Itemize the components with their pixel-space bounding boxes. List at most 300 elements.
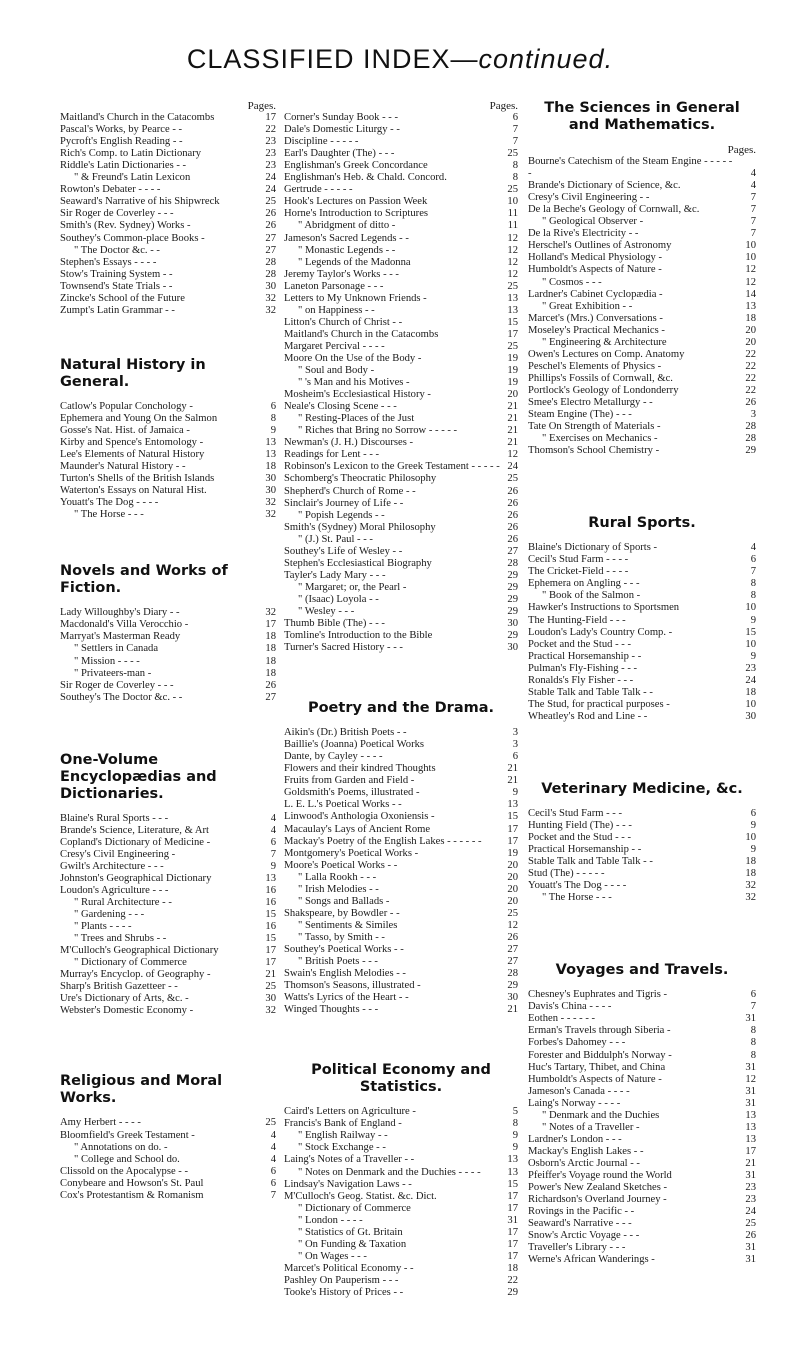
index-entry [60,1142,276,1154]
entry-page-number: 9 [270,424,276,436]
index-entry [528,264,756,276]
index-entry [284,920,518,932]
index-entry [60,873,276,885]
entry-title: " The Doctor &c. - - [74,244,160,256]
index-entry [528,880,756,892]
entry-page-number: 28 [507,968,518,980]
index-entry [528,1230,756,1242]
entry-page-number: 26 [265,220,276,232]
entry-page-number: 7 [512,136,518,148]
entry-page-number: 32 [745,880,756,892]
entry-title: Pashley On Pauperism - - - [284,1274,399,1286]
index-entry [528,1050,756,1062]
entry-page-number: 12 [507,919,518,931]
index-entry [60,619,276,631]
entry-page-number: 26 [745,396,756,408]
entry-page-number: 13 [745,1121,756,1133]
entry-title: Shepherd's Church of Rome - - [284,485,416,497]
entry-title: Owen's Lectures on Comp. Anatomy [528,348,685,360]
index-entry [60,136,276,148]
section-heading-poetry-and-the-drama: Poetry and the Drama. [307,700,495,717]
entry-page-number: 9 [750,614,756,626]
index-entry [528,1242,756,1254]
index-entry [60,269,276,281]
entry-title: Lardner's Cabinet Cyclopædia - [528,288,663,300]
entry-title: Letters to My Unknown Friends - [284,292,427,304]
entry-page-number: 21 [507,401,518,413]
index-entry [528,639,756,651]
index-entry [284,811,518,823]
index-entry [284,836,518,848]
entry-title: " on Happiness - - [298,304,375,316]
entry-page-number: 24 [745,1206,756,1218]
index-entry [60,825,276,837]
entry-title: Gosse's Nat. Hist. of Jamaica - [60,424,190,436]
index-entry [284,413,518,425]
entry-page-number: 30 [265,993,276,1005]
entry-page-number: 31 [745,1085,756,1097]
entry-page-number: 30 [265,485,276,497]
index-entry [284,341,518,353]
entry-title: Margaret Percival - - - - [284,340,385,352]
index-entry [60,909,276,921]
entry-page-number: 7 [750,216,756,228]
entry-page-number: 15 [507,316,518,328]
index-entry [284,618,518,630]
entry-page-number: 8 [512,160,518,172]
entry-title: Discipline - - - - - [284,136,359,148]
entry-page-number: 9 [512,787,518,799]
entry-page-number: 22 [507,1274,518,1286]
entry-title: Copland's Dictionary of Medicine - [60,836,211,848]
entry-title: Southey's Poetical Works - - [284,944,404,955]
entry-page-number: 17 [507,1250,518,1262]
index-entry [528,277,756,289]
entry-page-number: 20 [507,883,518,895]
entry-page-number: 31 [745,1097,756,1109]
entry-page-number: 6 [270,836,276,848]
entry-page-number: 29 [745,445,756,457]
index-entry [284,498,518,510]
index-entry [60,305,276,317]
entry-title: Newman's (J. H.) Discourses - [284,437,414,449]
index-entry [284,1154,518,1166]
entry-page-number: 26 [265,679,276,691]
entry-page-number: 26 [507,931,518,943]
entry-title: Turton's Shells of the British Islands [60,473,215,485]
entry-title: Macaulay's Lays of Ancient Rome [284,823,431,835]
entry-page-number: 19 [507,352,518,364]
entry-title: Stable Talk and Table Talk - - [528,856,653,868]
index-entry [528,1218,756,1230]
entry-page-number: 28 [265,268,276,280]
index-entry [60,945,276,957]
index-entry [528,409,756,421]
entry-page-number: 31 [745,1254,756,1266]
index-entry [284,751,518,763]
entry-title: M'Culloch's Geog. Statist. &c. Dict. [284,1190,437,1202]
section-heading-one-volume-encyclop-dias-and-dictionarie: One-Volume Encyclopædias and Dictionaries. [60,751,217,802]
entry-title: Pfeiffer's Voyage round the World [528,1170,672,1181]
entry-page-number: 21 [507,437,518,449]
entry-page-number: 13 [507,304,518,316]
entry-page-number: 20 [507,895,518,907]
entry-title: Tomline's Introduction to the Bible [284,630,433,642]
index-entry [60,1166,276,1178]
index-entry [528,868,756,880]
entry-title: Ephemera on Angling - - - [528,578,640,590]
pages-column-header: Pages. [247,100,276,112]
index-entry [284,293,518,305]
entry-title: " 's Man and his Motives - [298,377,410,389]
index-entry [284,570,518,582]
index-entry [284,1106,518,1118]
index-entry [284,594,518,606]
entry-title: Marcet's (Mrs.) Conversations - [528,312,663,324]
index-entry [60,1130,276,1142]
index-entry [60,497,276,509]
entry-title: Kirby and Spence's Entomology - [60,436,204,448]
entry-page-number: 3 [512,739,518,751]
entry-title: Townsend's State Trials - - [60,280,173,292]
entry-title: " Rural Architecture - - [74,897,172,909]
entry-title: Maitland's Church in the Catacombs [60,112,215,124]
index-entry [284,1251,518,1263]
index-entry [284,473,518,485]
entry-page-number: 16 [265,897,276,909]
entry-page-number: 24 [745,674,756,686]
entry-title: Seaward's Narrative - - - [528,1218,632,1230]
entry-title: " Notes of a Traveller - [542,1121,640,1133]
entry-title: Zumpt's Latin Grammar - - [60,304,175,316]
entry-title: Tooke's History of Prices - - [284,1286,404,1298]
entry-page-number: 16 [265,884,276,896]
entry-page-number: 22 [745,360,756,372]
entry-title: Litton's Church of Christ - - [284,316,403,328]
index-entry [284,449,518,461]
entry-title: Werne's African Wanderings - [528,1254,655,1266]
entry-title: Murray's Encyclop. of Geography - [60,969,211,981]
entry-title: Holland's Medical Physiology - [528,252,663,264]
entry-page-number: 26 [507,485,518,497]
index-entry [60,692,276,704]
entry-page-number: 3 [512,727,518,739]
entry-title: Herschel's Outlines of Astronomy [528,240,672,252]
section-heading-the-sciences-in-general-and-mathematics: The Sciences in General and Mathematics. [544,100,740,133]
index-entry [284,848,518,860]
entry-page-number: 20 [507,859,518,871]
entry-title: Aikin's (Dr.) British Poets - - [284,727,407,739]
entry-title: Lady Willoughby's Diary - - [60,607,180,619]
entry-page-number: 18 [265,655,276,667]
entry-title: Stable Talk and Table Talk - - [528,686,653,698]
entry-title: Traveller's Library - - - [528,1242,626,1254]
entry-page-number: 18 [745,868,756,880]
entry-page-number: 8 [750,1049,756,1061]
entry-title: Humboldt's Aspects of Nature - [528,1073,662,1085]
entry-page-number: 19 [507,377,518,389]
entry-page-number: 18 [745,856,756,868]
index-entry [284,1179,518,1191]
entry-page-number: 25 [745,1218,756,1230]
entry-title: Laing's Notes of a Traveller - - [284,1154,415,1166]
entry-title: " On Wages - - - [298,1250,367,1262]
entry-title: Linwood's Anthologia Oxoniensis - [284,811,435,823]
entry-title: Cecil's Stud Farm - - - [528,807,623,819]
entry-title: Practical Horsemanship - - [528,650,642,662]
index-entry [528,1013,756,1025]
entry-title: Stephen's Ecclesiastical Biography [284,557,432,569]
entry-page-number: 32 [265,607,276,619]
entry-page-number: 6 [750,554,756,566]
index-entry [284,353,518,365]
entry-page-number: 13 [507,1166,518,1178]
entry-page-number: 13 [265,436,276,448]
entry-page-number: 7 [750,192,756,204]
index-entry [528,1134,756,1146]
entry-page-number: 27 [265,244,276,256]
entry-page-number: 28 [745,433,756,445]
entry-title: Thomson's School Chemistry - [528,445,660,457]
index-entry [528,808,756,820]
index-entry [284,642,518,654]
entry-page-number: 30 [507,992,518,1004]
index-entry [528,1122,756,1134]
entry-page-number: 27 [265,691,276,703]
entry-title: Blaine's Dictionary of Sports - [528,542,658,554]
entry-page-number: 12 [745,1073,756,1085]
entry-title: M'Culloch's Geographical Dictionary [60,945,219,957]
entry-title: Power's New Zealand Sketches - [528,1182,667,1194]
entry-page-number: 30 [265,473,276,485]
entry-page-number: 10 [745,638,756,650]
entry-title: Stud (The) - - - - - [528,868,605,880]
entry-page-number: 13 [265,449,276,461]
index-entry [60,837,276,849]
entry-page-number: 19 [507,847,518,859]
entry-page-number: 30 [745,710,756,722]
entry-page-number: 22 [265,124,276,136]
entry-page-number: 24 [265,172,276,184]
entry-page-number: 13 [507,1154,518,1166]
entry-title: Flowers and their kindred Thoughts [284,763,436,775]
entry-title: Lee's Elements of Natural History [60,449,205,461]
index-entry [284,980,518,992]
index-entry [60,245,276,257]
entry-title: Zincke's School of the Future [60,292,185,304]
index-entry [528,361,756,373]
index-entry [528,578,756,590]
entry-title: Maunder's Natural History - - [60,461,186,473]
entry-title: Southey's Common-place Books - [60,232,205,244]
entry-page-number: 10 [745,832,756,844]
entry-page-number: 10 [745,240,756,252]
entry-page-number: 8 [270,412,276,424]
entry-title: " Dictionary of Commerce [298,1202,411,1214]
index-entry [60,509,276,521]
entry-title: " College and School do. [74,1153,180,1165]
entry-title: Hunting Field (The) - - - [528,819,632,831]
section-heading-religious-and-moral-works: Religious and Moral Works. [60,1073,223,1107]
index-entry [528,1074,756,1086]
entry-title: Southey's Life of Wesley - - [284,545,403,557]
entry-page-number: 26 [507,509,518,521]
entry-title: L. E. L.'s Poetical Works - - [284,799,402,811]
index-entry [528,566,756,578]
entry-title: Englishman's Greek Concordance [284,160,428,172]
index-entry [528,289,756,301]
entry-page-number: 12 [745,276,756,288]
index-entry [284,365,518,377]
index-entry [284,148,518,160]
entry-page-number: 18 [265,631,276,643]
entry-page-number: 4 [750,542,756,554]
entry-title: Mackay's Poetry of the English Lakes - - - - - - [284,835,482,847]
index-entry [528,1086,756,1098]
entry-title: Stow's Training System - - [60,268,173,280]
entry-title: Smith's (Sydney) Moral Philosophy [284,521,436,533]
index-entry [284,992,518,1004]
index-entry [284,739,518,751]
entry-title: Brande's Science, Literature, & Art [60,824,209,836]
entry-page-number: 6 [512,751,518,763]
index-entry [60,643,276,655]
entry-title: De la Rive's Electricity - - [528,228,639,240]
entry-page-number: 6 [750,989,756,1001]
index-entry [284,401,518,413]
index-entry [284,932,518,944]
index-entry [60,124,276,136]
index-entry [60,813,276,825]
index-entry [528,1206,756,1218]
index-entry [528,1182,756,1194]
index-entry [60,208,276,220]
entry-page-number: 7 [750,566,756,578]
entry-page-number: 7 [512,124,518,136]
entry-title: " British Poets - - - [298,956,378,968]
entry-page-number: 18 [745,312,756,324]
index-entry [528,445,756,457]
entry-title: The Cricket-Field - - - - [528,566,629,578]
index-entry [528,301,756,313]
entry-page-number: 21 [507,413,518,425]
entry-page-number: 4 [270,1129,276,1141]
entry-title: Johnston's Geographical Dictionary [60,872,212,884]
entry-page-number: 12 [507,244,518,256]
entry-title: " Margaret; or, the Pearl - [298,581,407,593]
entry-page-number: 29 [507,1286,518,1298]
entry-page-number: 31 [507,1214,518,1226]
entry-title: Tate On Strength of Materials - [528,421,661,433]
index-entry [284,908,518,920]
index-entry [60,1117,276,1129]
index-entry [60,921,276,933]
index-entry [60,897,276,909]
index-entry [528,421,756,433]
entry-page-number: 4 [270,1153,276,1165]
section-heading-veterinary-medicine-c: Veterinary Medicine, &c. [541,780,743,797]
index-entry [528,1254,756,1266]
index-entry [284,1215,518,1227]
section-heading-political-economy-and-statistics: Political Economy and Statistics. [311,1062,491,1096]
index-entry [60,1005,276,1017]
index-entry [284,124,518,136]
index-entry [284,606,518,618]
entry-title: Wheatley's Rod and Line - - [528,710,648,722]
entry-page-number: 10 [745,252,756,264]
section-heading-novels-and-works-of-fiction: Novels and Works of Fiction. [60,563,228,597]
index-entry [284,220,518,232]
index-entry [284,956,518,968]
entry-title: Bloomfield's Greek Testament - [60,1129,195,1141]
index-entry [60,969,276,981]
index-entry [284,1287,518,1299]
entry-page-number: 30 [507,618,518,630]
index-entry [528,892,756,904]
entry-title: Hook's Lectures on Passion Week [284,196,428,208]
index-entry [284,787,518,799]
index-entry [528,325,756,337]
index-entry [284,245,518,257]
entry-title: Portlock's Geology of Londonderry [528,384,679,396]
entry-title: Fruits from Garden and Field - [284,775,415,787]
entry-title: Gwilt's Architecture - - - [60,860,164,872]
index-entry [60,449,276,461]
index-entry [528,252,756,264]
entry-title: " Resting-Places of the Just [298,413,415,425]
index-entry [60,220,276,232]
entry-title: Peschel's Elements of Physics - [528,360,662,372]
index-entry [60,473,276,485]
entry-page-number: 9 [512,1130,518,1142]
index-entry [284,510,518,522]
index-entry [284,824,518,836]
index-entry [284,968,518,980]
entry-title: Waterton's Essays on Natural Hist. [60,485,207,497]
index-entry [284,281,518,293]
entry-title: Cresy's Civil Engineering - - [528,192,650,204]
entry-page-number: 21 [745,1157,756,1169]
entry-title: Moseley's Practical Mechanics - [528,324,665,336]
index-entry [284,630,518,642]
index-entry [284,305,518,317]
entry-title: Webster's Domestic Economy - [60,1005,194,1017]
entry-page-number: 24 [265,184,276,196]
entry-title: Cresy's Civil Engineering - [60,848,176,860]
index-entry [528,675,756,687]
entry-title: Erman's Travels through Siberia - [528,1025,671,1037]
index-entry [528,711,756,723]
entry-title: Shakspeare, by Bowdler - - [284,907,400,919]
entry-title: " Sentiments & Similes [298,919,398,931]
entry-page-number: 25 [507,340,518,352]
entry-title: Jeremy Taylor's Works - - - [284,268,399,280]
entry-page-number: 27 [265,232,276,244]
entry-title: Clissold on the Apocalypse - - [60,1165,188,1177]
entry-title: Earl's Daughter (The) - - - [284,148,395,160]
index-entry [284,233,518,245]
page-title [0,44,800,75]
index-entry [284,775,518,787]
entry-page-number: 29 [507,569,518,581]
entry-title: " Wesley - - - [298,605,355,617]
entry-title: " Stock Exchange - - [298,1142,386,1154]
index-entry [528,180,756,192]
entry-title: Sharp's British Gazetteer - - [60,981,178,993]
index-entry [528,1110,756,1122]
index-entry [528,1001,756,1013]
entry-page-number: 23 [265,136,276,148]
